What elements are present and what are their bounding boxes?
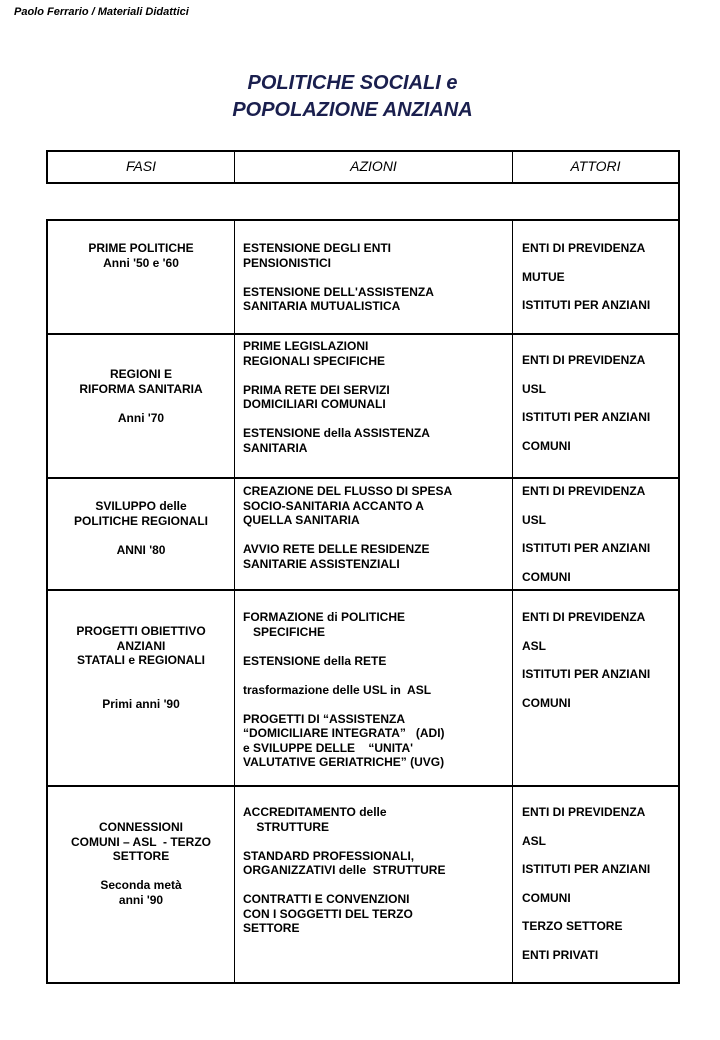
- azioni-line: DOMICILIARI COMUNALI: [243, 397, 386, 411]
- azioni-line: SETTORE: [243, 921, 300, 935]
- azioni-line: PROGETTI DI “ASSISTENZA: [243, 711, 406, 726]
- azioni-line: [243, 270, 504, 285]
- attori-cell: [513, 787, 678, 982]
- azioni-line: [243, 412, 504, 427]
- azioni-cell: [235, 335, 513, 477]
- azioni-line: SANITARIA: [243, 440, 308, 455]
- azioni-line: ESTENSIONE DEGLI ENTI: [243, 241, 392, 255]
- attore-item: ENTI DI PREVIDENZA: [522, 241, 646, 255]
- azioni-cell: [235, 221, 513, 333]
- title-line-1: POLITICHE SOCIALI e: [247, 72, 458, 94]
- fasi-line: REGIONI E: [109, 367, 172, 381]
- fasi-line: RIFORMA SANITARIA: [79, 381, 203, 396]
- fasi-line: COMUNI – ASL - TERZO: [70, 834, 211, 849]
- azioni-line: QUELLA SANITARIA: [243, 513, 360, 527]
- azioni-line: ESTENSIONE della RETE: [243, 653, 387, 668]
- azioni-line: [243, 368, 504, 383]
- fasi-line: anni '90: [118, 892, 164, 907]
- azioni-line: REGIONALI SPECIFICHE: [243, 353, 386, 368]
- azioni-line: ESTENSIONE della ASSISTENZA: [243, 426, 430, 440]
- table-row: [48, 479, 678, 591]
- attore-item: ASL: [522, 833, 546, 848]
- azioni-line: PRIME LEGISLAZIONI: [243, 339, 369, 353]
- azioni-line: ACCREDITAMENTO delle: [243, 805, 387, 819]
- fasi-cell: [48, 787, 235, 982]
- azioni-line: e SVILUPPE DELLE “UNITA': [243, 740, 413, 755]
- column-header-attori: ATTORI: [570, 158, 621, 174]
- attori-cell: [513, 591, 678, 785]
- fasi-line: PRIME POLITICHE: [88, 241, 194, 255]
- azioni-line: SPECIFICHE: [243, 624, 326, 639]
- azioni-line: CON I SOGGETTI DEL TERZO: [243, 906, 413, 921]
- attore-item: ISTITUTI PER ANZIANI: [522, 410, 651, 424]
- azioni-line: ORGANIZZATIVI delle STRUTTURE: [243, 863, 446, 877]
- azioni-cell: [235, 787, 513, 982]
- fasi-line: STATALI e REGIONALI: [77, 653, 205, 667]
- table-divider: [678, 184, 680, 220]
- attore-item: COMUNI: [522, 569, 571, 584]
- attore-item: TERZO SETTORE: [522, 919, 623, 933]
- attore-item: USL: [522, 512, 546, 527]
- table-row: [48, 591, 678, 787]
- page-title: [0, 70, 705, 124]
- attori-cell: [513, 335, 678, 477]
- fasi-cell: [48, 591, 235, 785]
- attore-item: ENTI DI PREVIDENZA: [522, 610, 646, 624]
- fasi-line: Seconda metà: [100, 878, 182, 892]
- attore-item: USL: [522, 381, 546, 396]
- attore-item: ENTI PRIVATI: [522, 947, 599, 962]
- fasi-line: ANZIANI: [116, 638, 166, 653]
- fasi-cell: [48, 335, 235, 477]
- fasi-line: SVILUPPO delle: [95, 499, 187, 513]
- attore-item: ISTITUTI PER ANZIANI: [522, 667, 651, 681]
- fasi-line: Anni '50 e '60: [103, 255, 179, 270]
- azioni-line: VALUTATIVE GERIATRICHE” (UVG): [243, 755, 445, 769]
- azioni-line: AVVIO RETE DELLE RESIDENZE: [243, 542, 430, 556]
- fasi-line: [54, 864, 228, 879]
- attore-item: COMUNI: [522, 438, 571, 453]
- azioni-line: FORMAZIONE di POLITICHE: [243, 610, 405, 624]
- title-line-2: POPOLAZIONE ANZIANA: [232, 99, 473, 121]
- attore-item: ISTITUTI PER ANZIANI: [522, 862, 651, 876]
- table-row: [48, 787, 678, 982]
- fasi-line: [54, 682, 228, 697]
- azioni-cell: [235, 479, 513, 589]
- fasi-line: POLITICHE REGIONALI: [73, 513, 208, 528]
- fasi-line: PROGETTI OBIETTIVO: [76, 624, 206, 638]
- azioni-line: PENSIONISTICI: [243, 255, 332, 270]
- table-row: [48, 335, 678, 479]
- fasi-line: [54, 396, 228, 411]
- azioni-line: [243, 668, 504, 683]
- azioni-line: SANITARIE ASSISTENZIALI: [243, 556, 400, 571]
- attore-item: ENTI DI PREVIDENZA: [522, 353, 646, 367]
- fasi-line: [54, 528, 228, 543]
- azioni-line: [243, 878, 504, 893]
- attore-item: COMUNI: [522, 695, 571, 710]
- attore-item: ASL: [522, 638, 546, 653]
- attori-cell: [513, 479, 678, 589]
- attori-cell: [513, 221, 678, 333]
- fasi-cell: [48, 221, 235, 333]
- fasi-line: Anni '70: [117, 410, 165, 425]
- azioni-line: [243, 639, 504, 654]
- azioni-line: ESTENSIONE DELL'ASSISTENZA: [243, 284, 434, 299]
- azioni-line: CONTRATTI E CONVENZIONI: [243, 892, 410, 906]
- azioni-line: [243, 528, 504, 543]
- azioni-cell: [235, 591, 513, 785]
- header-table: [46, 150, 680, 184]
- attore-item: ISTITUTI PER ANZIANI: [522, 298, 651, 312]
- main-table: [46, 219, 680, 984]
- fasi-line: SETTORE: [112, 849, 170, 863]
- table-row: [48, 221, 678, 335]
- attore-item: ENTI DI PREVIDENZA: [522, 484, 646, 498]
- attore-item: ISTITUTI PER ANZIANI: [522, 541, 651, 555]
- fasi-line: [54, 668, 228, 683]
- attore-item: COMUNI: [522, 890, 571, 905]
- attore-item: ENTI DI PREVIDENZA: [522, 805, 646, 819]
- azioni-line: SOCIO-SANITARIA ACCANTO A: [243, 498, 424, 513]
- azioni-line: STRUTTURE: [243, 819, 329, 834]
- fasi-line: ANNI '80: [116, 542, 166, 557]
- azioni-line: “DOMICILIARE INTEGRATA” (ADI): [243, 726, 445, 740]
- azioni-line: [243, 697, 504, 712]
- column-header-azioni: AZIONI: [235, 152, 513, 182]
- header-note: Paolo Ferrario / Materiali Didattici: [14, 6, 189, 18]
- azioni-line: CREAZIONE DEL FLUSSO DI SPESA: [243, 484, 453, 498]
- column-header-fasi: FASI: [48, 152, 235, 182]
- azioni-line: SANITARIA MUTUALISTICA: [243, 299, 401, 313]
- fasi-line: Primi anni '90: [102, 696, 180, 711]
- fasi-cell: [48, 479, 235, 589]
- azioni-line: PRIMA RETE DEI SERVIZI: [243, 382, 390, 397]
- fasi-line: CONNESSIONI: [98, 820, 183, 834]
- attore-item: MUTUE: [522, 269, 565, 284]
- azioni-line: trasformazione delle USL in ASL: [243, 682, 432, 697]
- azioni-line: [243, 834, 504, 849]
- azioni-line: STANDARD PROFESSIONALI,: [243, 848, 415, 863]
